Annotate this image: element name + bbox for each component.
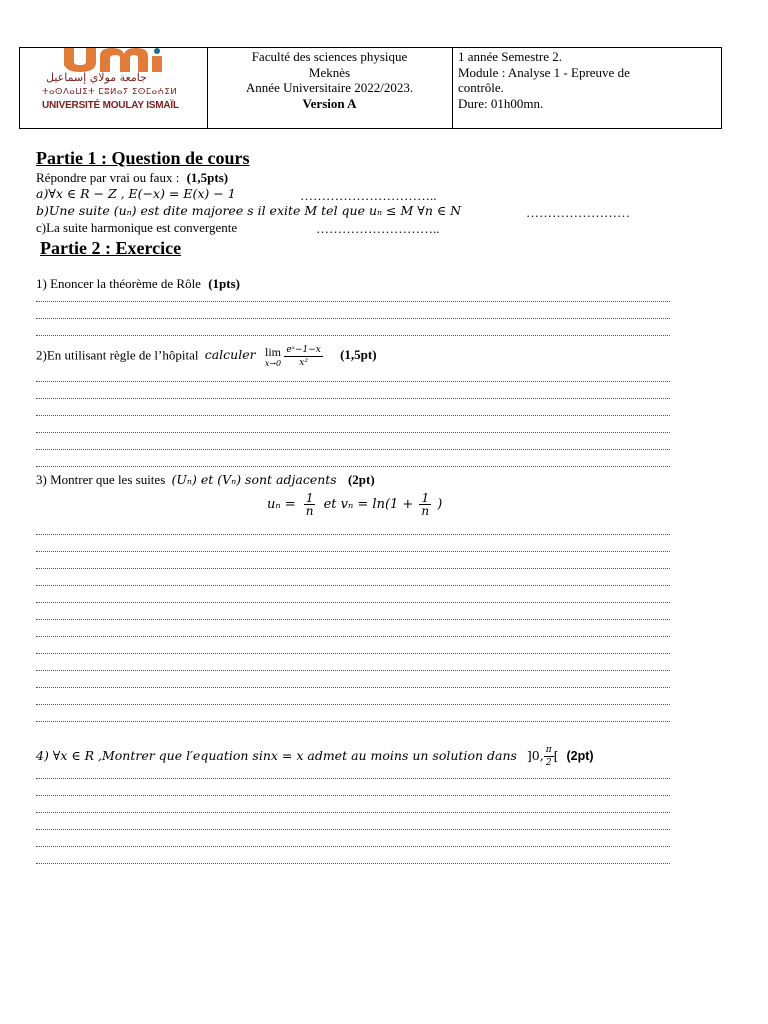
answer-line: [36, 466, 670, 467]
answer-line: [36, 585, 670, 586]
answer-line: [36, 301, 670, 302]
city-name: Meknès: [308, 64, 351, 80]
question-3: [36, 472, 375, 488]
q3-u-fraction: [304, 492, 316, 517]
answer-line: [36, 551, 670, 552]
q2-denominator: x²: [299, 358, 308, 368]
answer-line: [36, 432, 670, 433]
q2-lim-sub: x→0: [264, 358, 282, 368]
logo-cell: [20, 48, 208, 128]
question-2: [36, 344, 377, 369]
answer-line: [36, 636, 670, 637]
faculty-cell: [207, 48, 453, 128]
item-c: c)La suite harmonique est convergente: [36, 220, 238, 235]
q3-def-u: uₙ =: [267, 497, 296, 512]
q3-v-fraction: [419, 492, 431, 517]
q3-text: 3) Montrer que les suites: [36, 472, 166, 487]
answer-line: [36, 704, 670, 705]
answer-line: [36, 653, 670, 654]
duration-info: Dure: 01h00mn.: [458, 95, 544, 111]
q4-text: 4) ∀x ∈ R ,Montrer que l′equation sinx = x admet au moins un solution dans: [36, 748, 517, 763]
q3-v-den: n: [421, 504, 430, 518]
q2-fraction: [284, 344, 322, 369]
answer-line: [36, 619, 670, 620]
answer-line: [36, 846, 670, 847]
logo-arabic-text: جامعة مولاي إسماعيل: [46, 71, 147, 84]
q3-u-num: 1: [305, 491, 314, 505]
q3-math: (Uₙ) et (Vₙ) sont adjacents: [171, 472, 337, 487]
answer-line: [36, 335, 670, 336]
q4-points: (2pt): [566, 749, 594, 763]
answer-line: [36, 863, 670, 864]
logo-tifinagh-text: ⵜⴰⵙⴷⴰⵡⵉⵜ ⵎⵓⵍⴰⵢ ⵉⵙⵎⴰⵄⵉⵍ: [42, 87, 178, 97]
question-1: [36, 276, 240, 292]
q3-v-num: 1: [421, 491, 430, 505]
instruction-points: (1,5pts): [186, 170, 229, 185]
q4-interval-start: ]0,: [526, 748, 544, 763]
q1-text: 1) Enoncer la théorème de Rôle: [36, 276, 201, 291]
q3-def-end: ): [437, 497, 443, 512]
q3-def-mid: et vₙ = ln(1 +: [323, 497, 414, 512]
answer-line: [36, 398, 670, 399]
part2-title: Partie 2 : Exercice: [40, 238, 182, 258]
answer-line: [36, 721, 670, 722]
q2-limit: [265, 346, 281, 368]
exam-info-cell: [452, 48, 721, 128]
faculty-name: Faculté des sciences physique: [251, 49, 408, 64]
q3-definitions: [267, 492, 442, 517]
q2-math-word: calculer: [204, 347, 256, 363]
answer-line: [36, 449, 670, 450]
module-info: Module : Analyse 1 - Epreuve de: [458, 64, 630, 80]
answer-line: [36, 568, 670, 569]
part1-instruction: [36, 170, 228, 186]
q3-u-den: n: [305, 504, 314, 518]
answer-line: [36, 778, 670, 779]
academic-year: Année Universitaire 2022/2023.: [245, 80, 414, 95]
answer-line: [36, 670, 670, 671]
answer-line: [36, 318, 670, 319]
part1-title: Partie 1 : Question de cours: [36, 148, 250, 168]
semester-info: 1 année Semestre 2.: [458, 49, 562, 64]
item-a-answer-dots: …………………………..: [300, 188, 437, 203]
q2-lim-word: lim: [264, 344, 281, 359]
q3-points: (2pt): [347, 472, 375, 487]
answer-line: [36, 829, 670, 830]
q1-points: (1pts): [208, 276, 240, 291]
answer-line: [36, 602, 670, 603]
answer-line: [36, 534, 670, 535]
logo-french-text: UNIVERSITÉ MOULAY ISMAÏL: [42, 100, 179, 111]
answer-line: [36, 687, 670, 688]
instruction-text: Répondre par vrai ou faux :: [36, 170, 180, 185]
q2-numerator: eˣ−1−x: [286, 345, 321, 355]
module-info-cont: contrôle.: [458, 80, 504, 95]
q4-pi: π: [545, 745, 552, 755]
item-a: a)∀x ∈ R − Z , E(−x) = E(x) − 1: [36, 186, 236, 201]
q4-interval-end: [: [553, 748, 559, 763]
q4-two: 2: [545, 758, 552, 768]
answer-line: [36, 812, 670, 813]
item-b-answer-dots: ……………………: [526, 205, 630, 220]
header-table: [19, 47, 722, 129]
question-4: [36, 744, 594, 769]
item-c-answer-dots: ………………………..: [316, 221, 440, 236]
answer-line: [36, 415, 670, 416]
item-b: b)Une suite (uₙ) est dite majoree s il exite M tel que uₙ ≤ M ∀n ∈ N: [36, 203, 462, 218]
exam-version: Version A: [302, 95, 357, 111]
answer-line: [36, 795, 670, 796]
answer-line: [36, 381, 670, 382]
q2-text: 2)En utilisant règle de l’hôpital: [36, 347, 199, 363]
q4-pi-fraction: [544, 744, 554, 769]
q2-points: (1,5pt): [340, 347, 377, 363]
